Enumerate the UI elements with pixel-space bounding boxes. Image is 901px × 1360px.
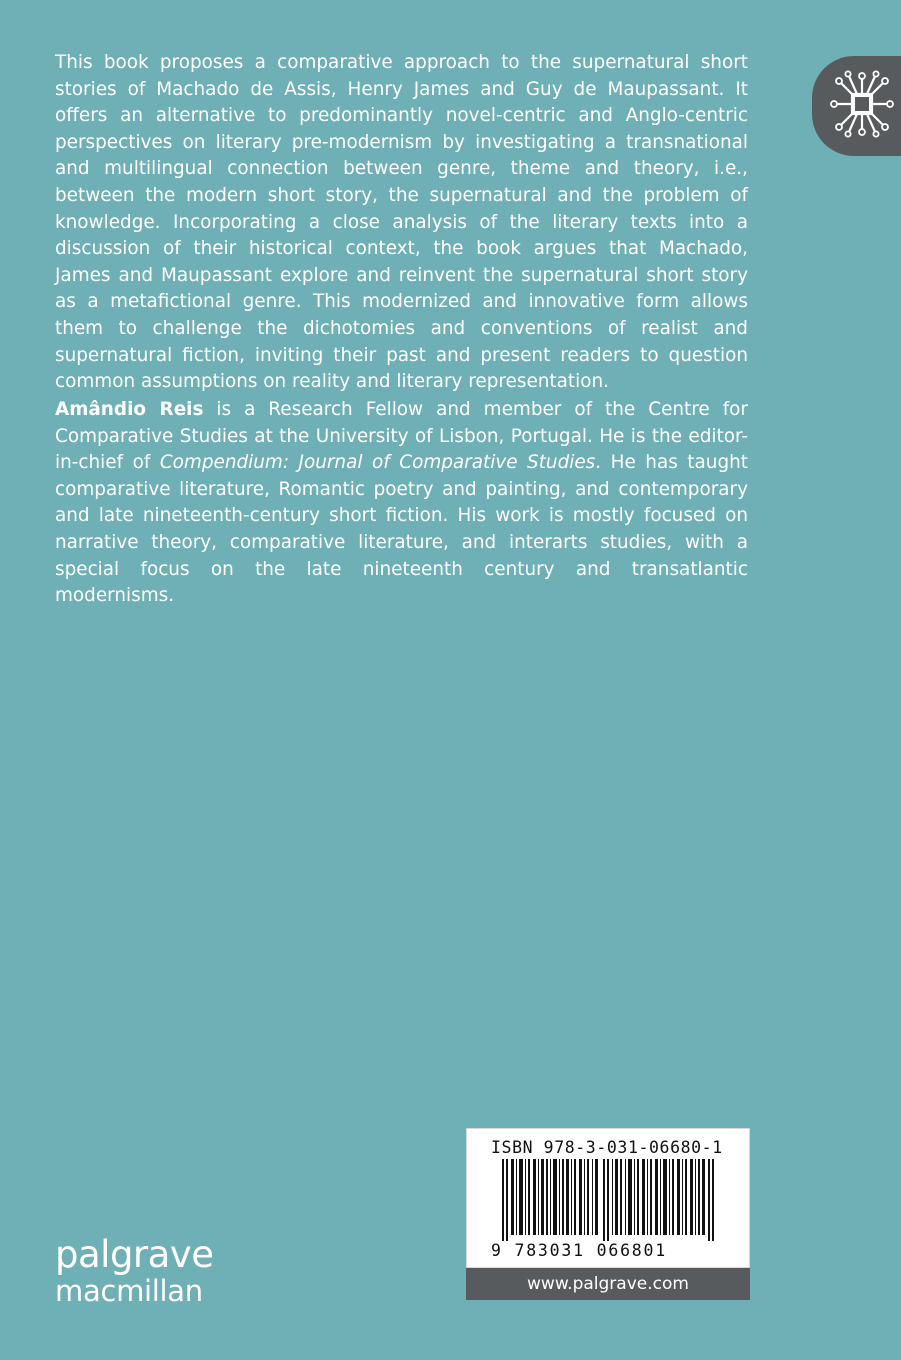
isbn-barcode-box	[466, 1128, 750, 1268]
publisher-logo	[55, 1233, 214, 1308]
publisher-line1: palgrave	[55, 1233, 214, 1276]
journal-title: Compendium: Journal of Comparative Studies	[159, 452, 596, 474]
barcode-digits: 9 783031 066801	[491, 1241, 668, 1260]
website-url[interactable]: www.palgrave.com	[527, 1274, 689, 1294]
barcode-image	[502, 1159, 716, 1241]
book-description: This book proposes a comparative approach to the supernatural short stories of Machado de Assis, Henry James and Guy de Maupassant. It offers an alternative to predominantly novel-centric and Anglo-centric perspectives on literary pre-modernism by investigating a transnational and multilingual connection between genre, theme and theory, i.e., between the modern short story, the supernatural and the problem of knowledge. Incorporating a close analysis of the literary texts into a discussion of their historical context, the book argues that Machado, James and Maupassant explore and reinvent the supernatural short story as a metafictional genre. This modernized and innovative form allows them to challenge the dichotomies and conventions of realist and supernatural fiction, inviting their past and present readers to question common assumptions on reality and literary representation.	[55, 52, 748, 393]
website-bar	[466, 1268, 750, 1300]
publisher-line2: macmillan	[55, 1274, 203, 1308]
bio-text-part1: is a Research Fellow and member of the Centre for Comparative Studies at the University of Lisbon, Portugal. He is the editor-in-chief of	[55, 399, 748, 474]
palgrave-network-icon	[826, 68, 898, 140]
isbn-label: ISBN 978-3-031-06680-1	[491, 1138, 723, 1157]
author-name: Amândio Reis	[55, 399, 204, 420]
palgrave-logo-badge	[812, 56, 901, 156]
bio-text-part2: . He has taught comparative literature, Romantic poetry and painting, and contemporary and late nineteenth-century short fiction. His work is mostly focused on narrative theory, comparative literature, and interarts studies, with a special focus on the late nineteenth century and transatlantic modernisms.	[55, 452, 748, 607]
author-bio	[55, 397, 748, 610]
